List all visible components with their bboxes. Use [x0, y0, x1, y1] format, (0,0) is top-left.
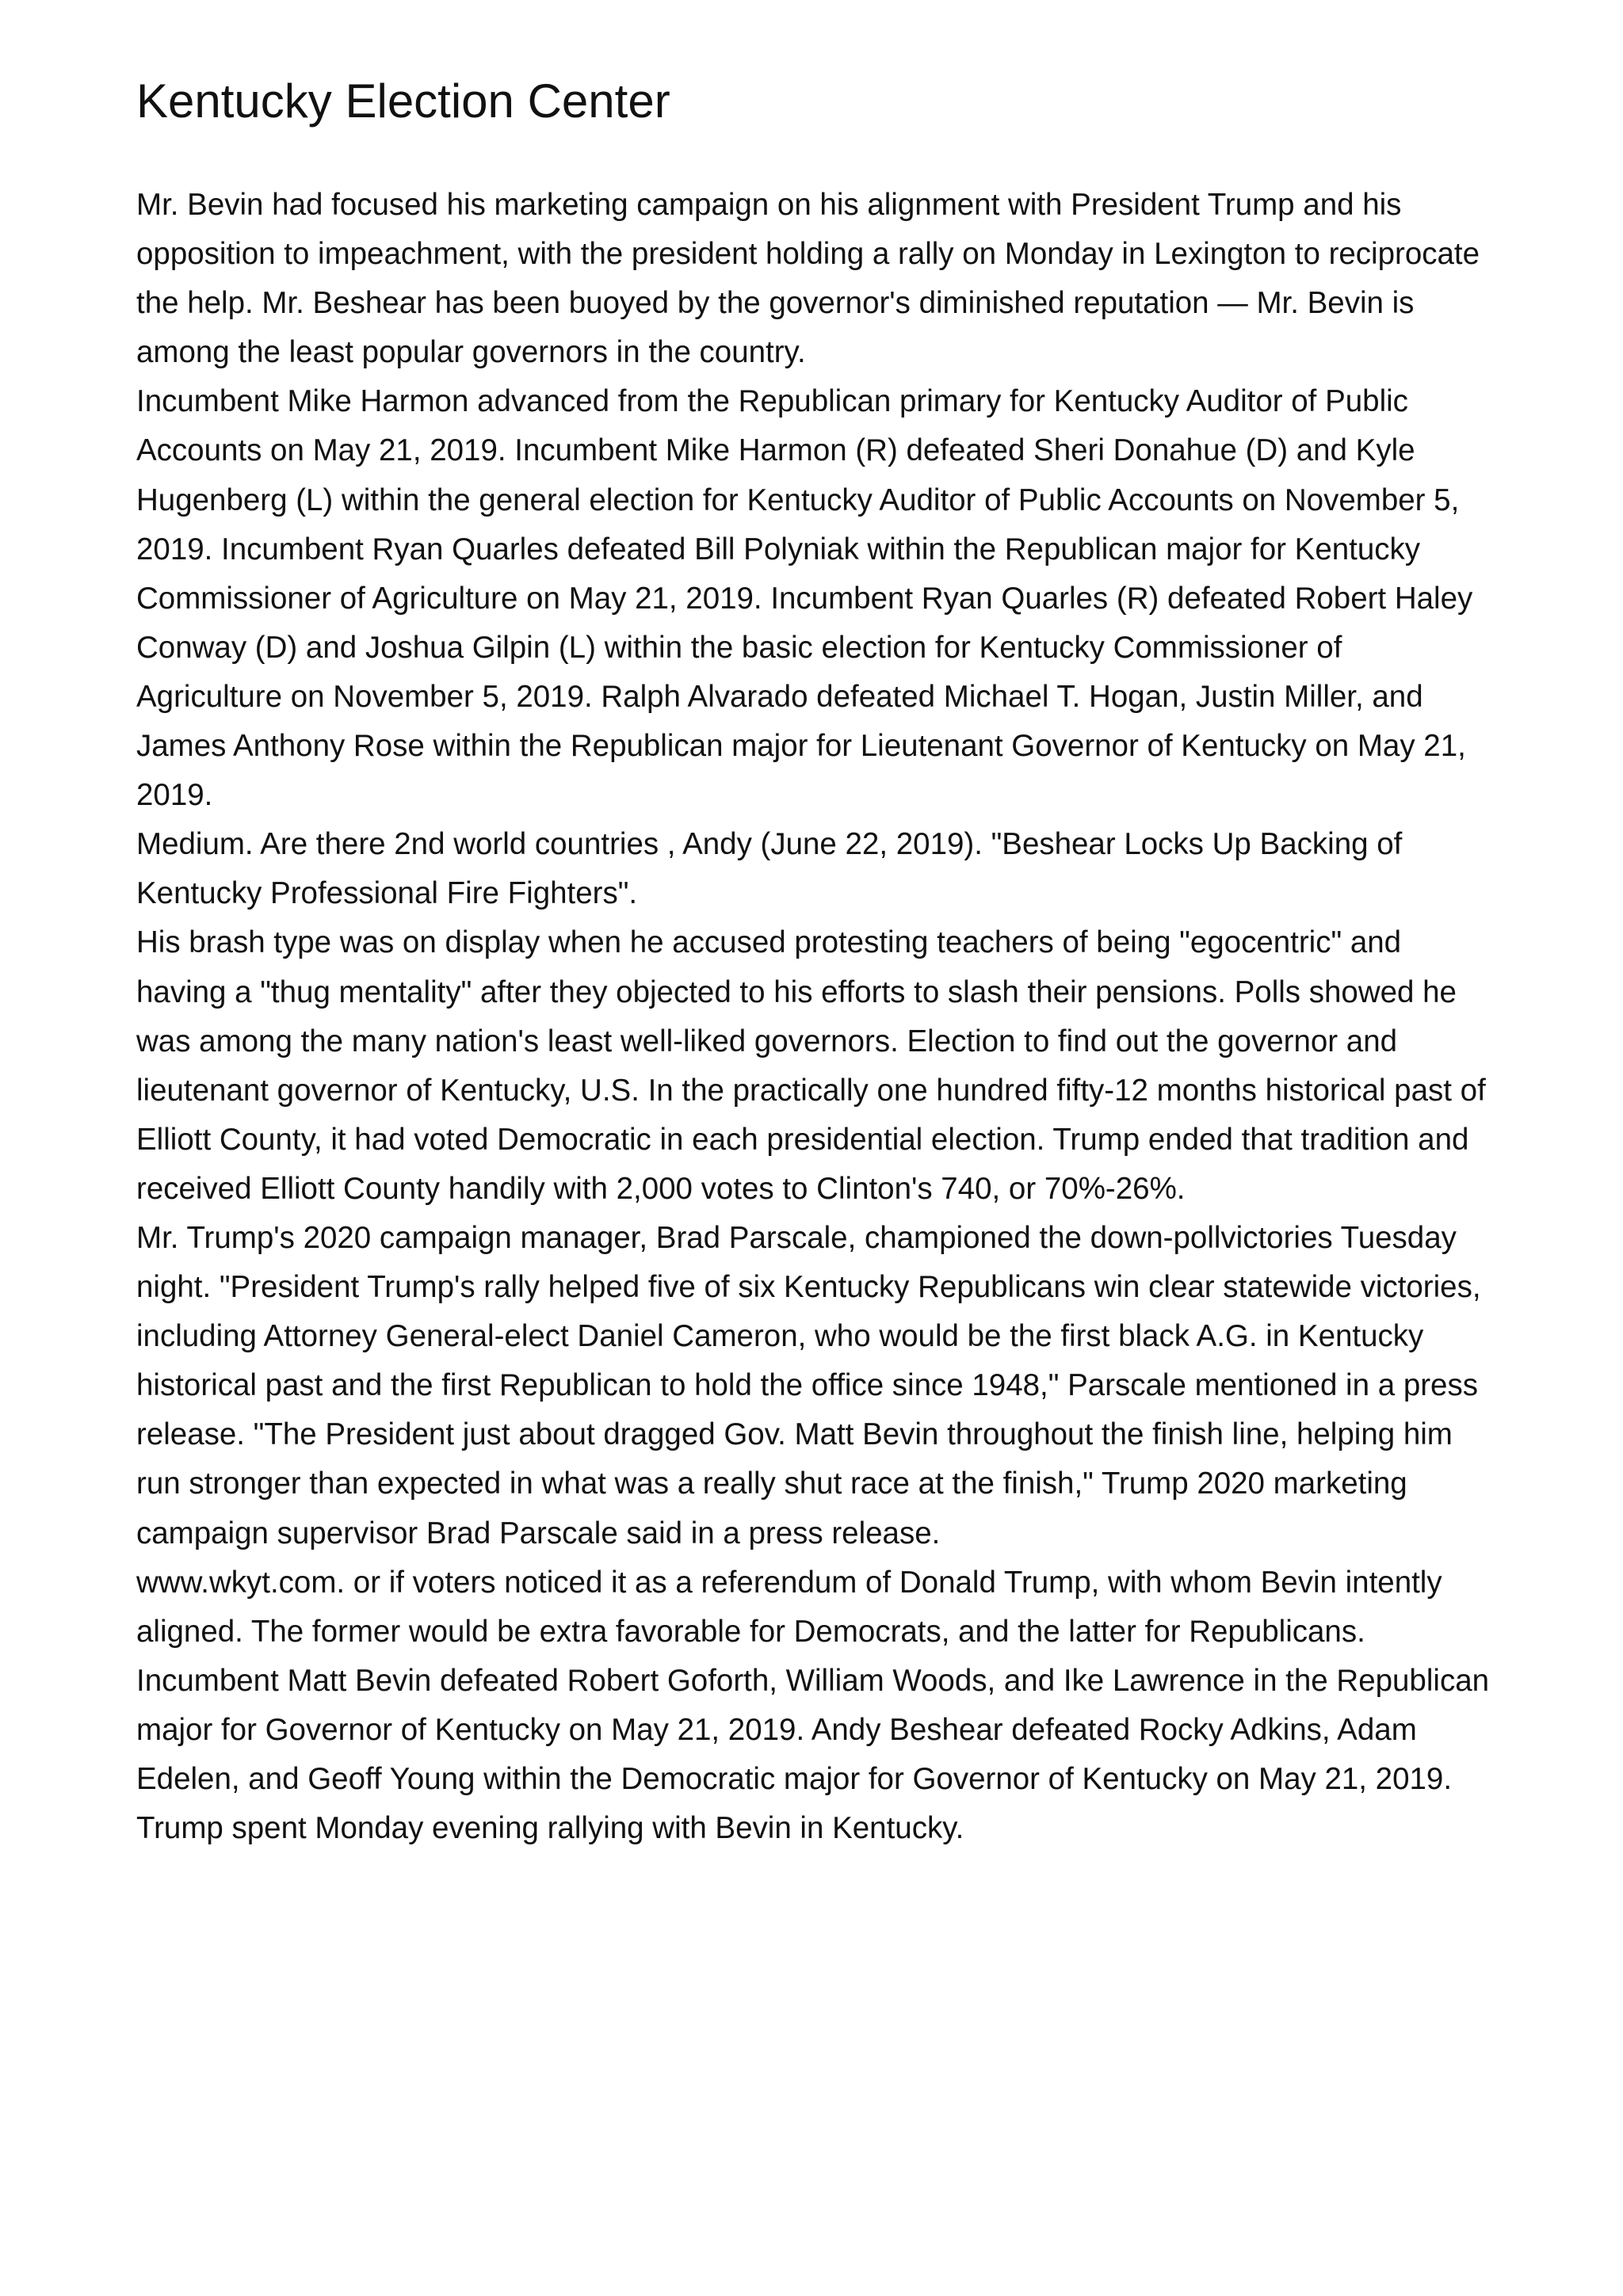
article-body: [136, 181, 1493, 1853]
paragraph-primary-results: Incumbent Mike Harmon advanced from the Republican primary for Kentucky Auditor of Public Accounts on May 21, 2019. Incumbent Mike Harmon (R) defeated Sheri Donahue (D) and Kyle Hugenberg (L) within the general election for Kentucky Auditor of Public Accounts on November 5, 2019. Incumbent Ryan Quarles defeated Bill Polyniak within the Republican major for Kentucky Commissioner of Agriculture on May 21, 2019. Incumbent Ryan Quarles (R) defeated Robert Haley Conway (D) and Joshua Gilpin (L) within the basic election for Kentucky Commissioner of Agriculture on November 5, 2019. Ralph Alvarado defeated Michael T. Hogan, Justin Miller, and James Anthony Rose within the Republican major for Lieutenant Governor of Kentucky on May 21, 2019.: [136, 384, 1473, 813]
paragraph-elliott-county: His brash type was on display when he accused protesting teachers of being "egocentric" and having a "thug mentality" after they objected to his efforts to slash their pensions. Polls showed he was among the many nation's least well-liked governors. Election to find out the governor and lieutenant governor of Kentucky, U.S. In the practically one hundred fifty-12 months historical past of Elliott County, it had voted Democratic in each presidential election. Trump ended that tradition and received Elliott County handily with 2,000 votes to Clinton's 740, or 70%-26%.: [136, 925, 1486, 1206]
paragraph-governor-primary: Incumbent Matt Bevin defeated Robert Goforth, William Woods, and Ike Lawrence in the Republican major for Governor of Kentucky on May 21, 2019. Andy Beshear defeated Rocky Adkins, Adam Edelen, and Geoff Young within the Democratic major for Governor of Kentucky on May 21, 2019. Trump spent Monday evening rallying with Bevin in Kentucky.: [136, 1663, 1490, 1846]
page-title: Kentucky Election Center: [136, 74, 670, 128]
paragraph-citation: Medium. Are there 2nd world countries , Andy (June 22, 2019). "Beshear Locks Up Backing of Kentucky Professional Fire Fighters".: [136, 827, 1403, 911]
paragraph-bevin-campaign: Mr. Bevin had focused his marketing campaign on his alignment with President Trump and his opposition to impeachment, with the president holding a rally on Monday in Lexington to reciprocate the help. Mr. Beshear has been buoyed by the governor's diminished reputation — Mr. Bevin is among the least popular governors in the country.: [136, 188, 1480, 370]
paragraph-referendum: www.wkyt.com. or if voters noticed it as a referendum of Donald Trump, with whom Bevin intently aligned. The former would be extra favorable for Democrats, and the latter for Republicans.: [136, 1565, 1442, 1649]
paragraph-parscale: Mr. Trump's 2020 campaign manager, Brad Parscale, championed the down-pollvictories Tuesday night. "President Trump's rally helped five of six Kentucky Republicans win clear statewide victories, including Attorney General-elect Daniel Cameron, who would be the first black A.G. in Kentucky historical past and the first Republican to hold the office since 1948," Parscale mentioned in a press release. "The President just about dragged Gov. Matt Bevin throughout the finish line, helping him run stronger than expected in what was a really shut race at the finish," Trump 2020 marketing campaign supervisor Brad Parscale said in a press release.: [136, 1220, 1481, 1550]
